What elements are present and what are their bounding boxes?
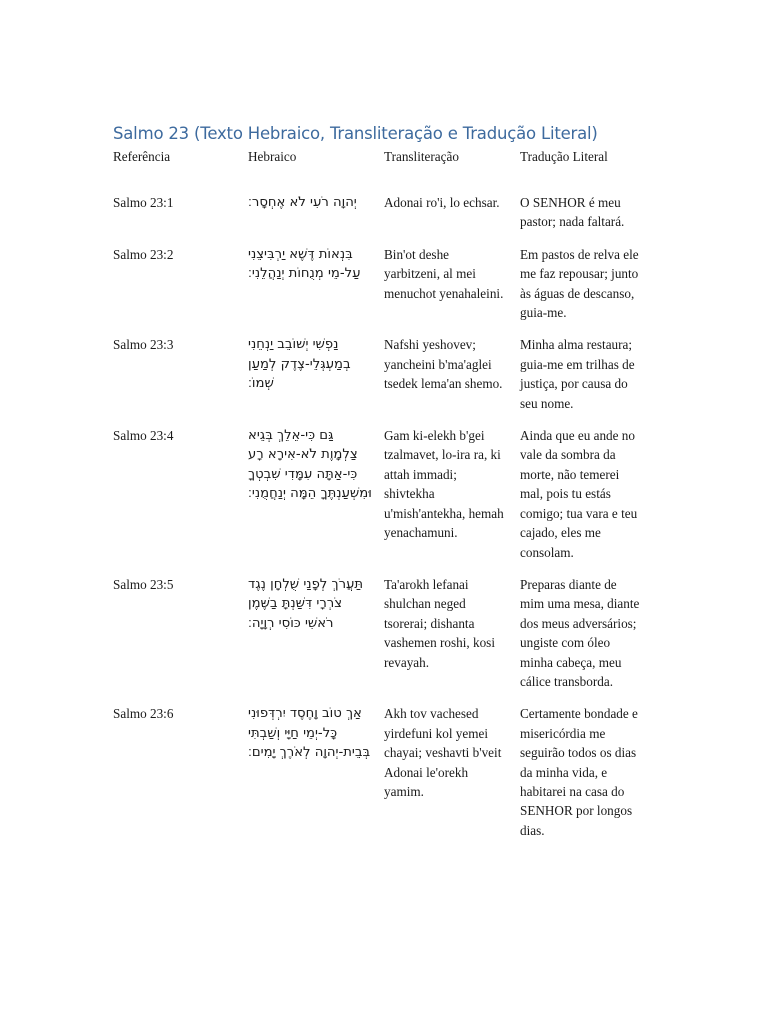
table-row	[107, 426, 647, 575]
header-hebrew: Hebraico	[248, 149, 297, 164]
table-row	[107, 245, 647, 336]
cell-translation: Preparas diante de mim uma mesa, diante dos meus adversários; ungiste com óleo minha cabeça, meu cálice transborda.	[520, 576, 640, 689]
cell-hebrew: תַּעֲרֹךְ לְפָנַי שֻׁלְחָן נֶגֶד צֹרְרָי דִּשַּׁנְתָּ בַשֶּׁמֶן רֹאשִׁי כּוֹסִי רְוָיָה׃	[248, 576, 364, 631]
cell-transliteration: Bin'ot deshe yarbitzeni, al mei menuchot yenahaleini.	[384, 246, 504, 301]
table-row	[107, 575, 647, 704]
table-row	[107, 704, 647, 853]
header-transliteration: Transliteração	[384, 149, 459, 164]
cell-transliteration: Akh tov vachesed yirdefuni kol yemei chayai; veshavti b'veit Adonai le'orekh yamim.	[384, 706, 502, 799]
cell-transliteration: Gam ki-elekh b'gei tzalmavet, lo-ira ra, ki attah immadi; shivtekha u'mish'antekha, hemah yenachamuni.	[384, 428, 504, 541]
cell-hebrew: בִּנְאוֹת דֶּשֶׁא יַרְבִּיצֵנִי עַל-מֵי מְנֻחוֹת יְנַהֲלֵנִי׃	[248, 246, 361, 282]
table-row	[107, 335, 647, 426]
header-translation: Tradução Literal	[520, 149, 608, 164]
header-reference: Referência	[113, 149, 171, 164]
cell-translation: Em pastos de relva ele me faz repousar; junto às águas de descanso, guia-me.	[520, 246, 639, 321]
cell-hebrew: יְהוָה רֹעִי לֹא אֶחְסָר׃	[248, 195, 357, 210]
cell-translation: Certamente bondade e misericórdia me seguirão todos os dias da minha vida, e habitarei na casa do SENHOR por longos dias.	[520, 706, 638, 838]
table-header-row	[107, 147, 647, 180]
table-row	[107, 180, 647, 245]
cell-translation: Minha alma restaura; guia-me em trilhas de justiça, por causa do seu nome.	[520, 337, 635, 411]
psalm-table	[107, 147, 647, 853]
cell-transliteration: Ta'arokh lefanai shulchan neged tsorerai; dishanta vashemen roshi, kosi revayah.	[384, 576, 495, 670]
cell-reference: Salmo 23:3	[113, 337, 174, 353]
cell-hebrew: נַפְשִׁי יְשׁוֹבֵב יַנְחֵנִי בְמַעְגְּלֵי-צֶדֶק לְמַעַן שְׁמוֹ׃	[248, 337, 351, 392]
cell-reference: Salmo 23:2	[113, 246, 174, 262]
document-title: Salmo 23 (Texto Hebraico, Transliteração e Tradução Literal)	[113, 124, 598, 143]
cell-transliteration: Nafshi yeshovev; yancheini b'ma'aglei tsedek lema'an shemo.	[384, 337, 503, 392]
cell-translation: O SENHOR é meu pastor; nada faltará.	[520, 195, 625, 230]
cell-hebrew: אַךְ טוֹב וָחֶסֶד יִרְדְּפוּנִי כָּל-יְמֵי חַיָּי וְשַׁבְתִּי בְּבֵית-יְהוָה לְאֹרֶךְ יָמִים׃	[248, 706, 371, 761]
cell-transliteration: Adonai ro'i, lo echsar.	[384, 195, 500, 210]
cell-reference: Salmo 23:5	[113, 576, 174, 592]
cell-reference: Salmo 23:6	[113, 706, 174, 722]
cell-hebrew: גַּם כִּי-אֵלֵךְ בְּגֵיא צַלְמָוֶת לֹא-אִירָא רָע כִּי-אַתָּה עִמָּדִי שִׁבְטְךָ וּמִשְׁעַנְתֶּךָ הֵמָּה יְנַחֲמֻנִי׃	[248, 428, 372, 502]
cell-reference: Salmo 23:4	[113, 428, 174, 444]
cell-reference: Salmo 23:1	[113, 195, 174, 210]
cell-translation: Ainda que eu ande no vale da sombra da morte, não temerei mal, pois tu estás comigo; tua vara e teu cajado, eles me consolam.	[520, 428, 638, 560]
